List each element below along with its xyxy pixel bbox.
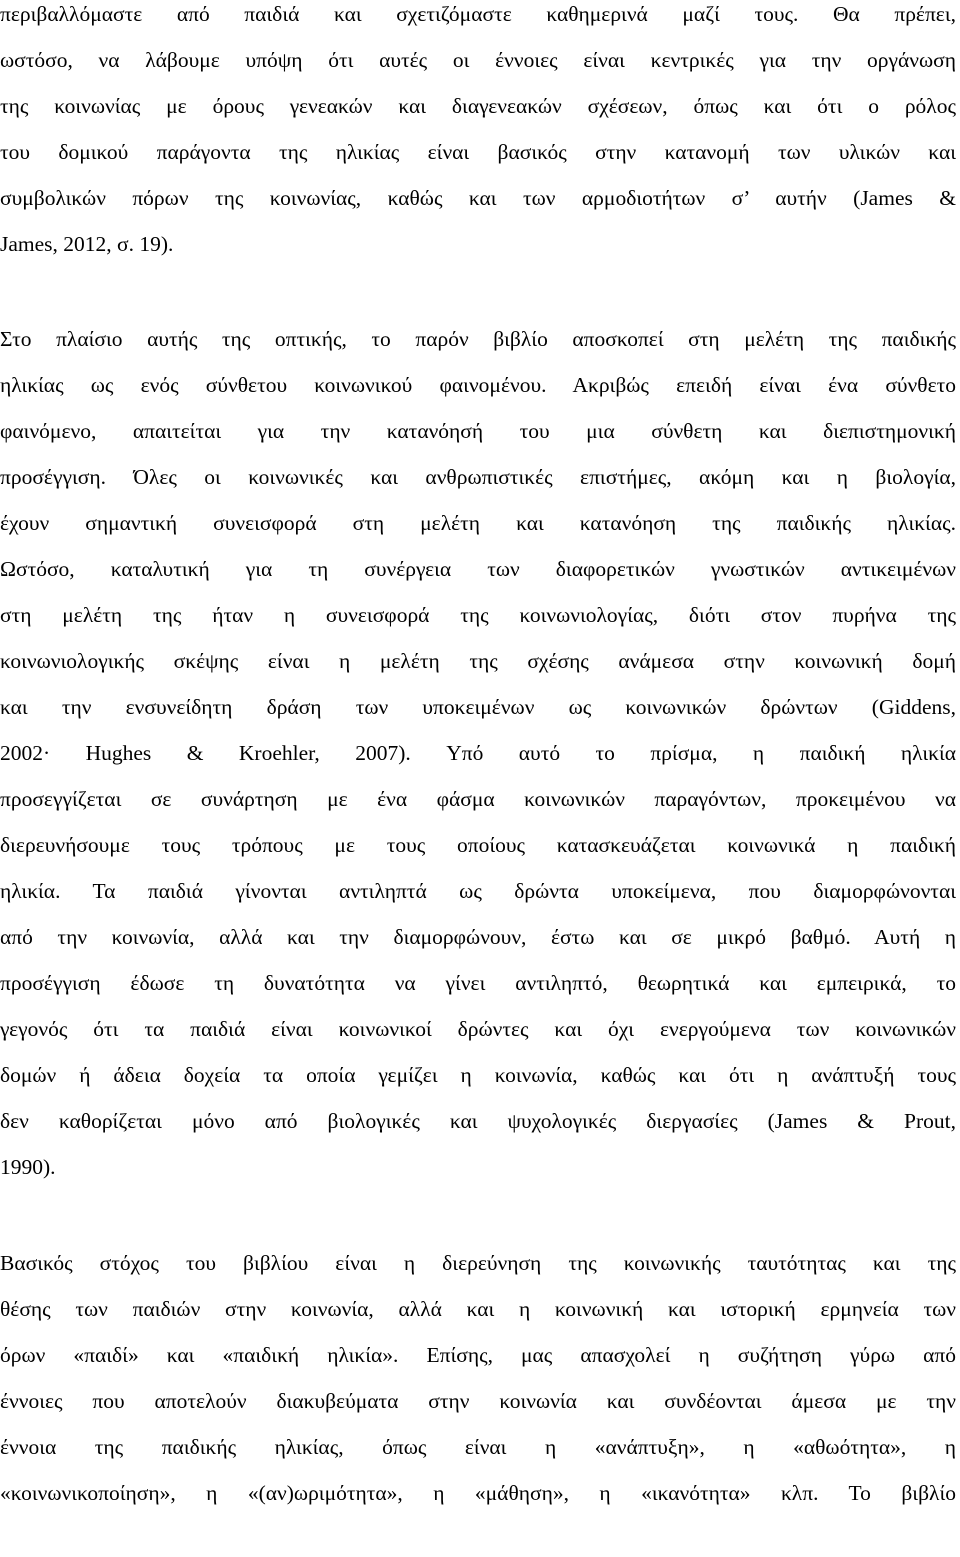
text-line: γεγονός ότι τα παιδιά είναι κοινωνικοί δρώντες και όχι ενεργούμενα των κοινωνικών [0, 1017, 956, 1041]
text-line: έννοια της παιδικής ηλικίας, όπως είναι η «ανάπτυξη», η «αθωότητα», η [0, 1435, 956, 1459]
text-line: ηλικίας ως ενός σύνθετου κοινωνικού φαινομένου. Ακριβώς επειδή είναι ένα σύνθετο [0, 373, 956, 397]
text-line: φαινόμενο, απαιτείται για την κατανόησή του μια σύνθετη και διεπιστημονική [0, 419, 956, 443]
text-line: έννοιες που αποτελούν διακυβεύματα στην κοινωνία και συνδέονται άμεσα με την [0, 1389, 956, 1413]
text-line: James, 2012, σ. 19). [0, 232, 174, 256]
text-line: προσεγγίζεται σε συνάρτηση με ένα φάσμα κοινωνικών παραγόντων, προκειμένου να [0, 787, 956, 811]
text-line: κοινωνιολογικής σκέψης είναι η μελέτη της σχέσης ανάμεσα στην κοινωνική δομή [0, 649, 956, 673]
text-line: δομών ή άδεια δοχεία τα οποία γεμίζει η κοινωνία, καθώς και ότι η ανάπτυξή τους [0, 1063, 956, 1087]
text-line: συμβολικών πόρων της κοινωνίας, καθώς και των αρμοδιοτήτων σ’ αυτήν (James & [0, 186, 956, 210]
text-line: «κοινωνικοποίηση», η «(αν)ωριμότητα», η «μάθηση», η «ικανότητα» κλπ. Το βιβλίο [0, 1481, 956, 1505]
text-line: του δομικού παράγοντα της ηλικίας είναι βασικός στην κατανομή των υλικών και [0, 140, 956, 164]
text-line: Ωστόσο, καταλυτική για τη συνέργεια των διαφορετικών γνωστικών αντικειμένων [0, 557, 956, 581]
text-line: όρων «παιδί» και «παιδική ηλικία». Επίσης, μας απασχολεί η συζήτηση γύρω από [0, 1343, 956, 1367]
text-line: από την κοινωνία, αλλά και την διαμορφώνουν, έστω και σε μικρό βαθμό. Αυτή η [0, 925, 956, 949]
text-line: προσέγγιση έδωσε τη δυνατότητα να γίνει αντιληπτό, θεωρητικά και εμπειρικά, το [0, 971, 956, 995]
text-line: ηλικία. Τα παιδιά γίνονται αντιληπτά ως δρώντα υποκείμενα, που διαμορφώνονται [0, 879, 956, 903]
text-line: θέσης των παιδιών στην κοινωνία, αλλά και η κοινωνική και ιστορική ερμηνεία των [0, 1297, 956, 1321]
text-line: 2002· Hughes & Kroehler, 2007). Υπό αυτό το πρίσμα, η παιδική ηλικία [0, 741, 956, 765]
text-line: της κοινωνίας με όρους γενεακών και διαγενεακών σχέσεων, όπως και ότι ο ρόλος [0, 94, 956, 118]
text-line: διερευνήσουμε τους τρόπους με τους οποίους κατασκευάζεται κοινωνικά η παιδική [0, 833, 956, 857]
text-line: δεν καθορίζεται μόνο από βιολογικές και ψυχολογικές διεργασίες (James & Prout, [0, 1109, 956, 1133]
text-line: 1990). [0, 1155, 56, 1179]
text-line: περιβαλλόμαστε από παιδιά και σχετιζόμαστε καθημερινά μαζί τους. Θα πρέπει, [0, 2, 956, 26]
text-line: και την ενσυνείδητη δράση των υποκειμένων ως κοινωνικών δρώντων (Giddens, [0, 695, 956, 719]
text-line: Στο πλαίσιο αυτής της οπτικής, το παρόν βιβλίο αποσκοπεί στη μελέτη της παιδικής [0, 327, 956, 351]
text-line: έχουν σημαντική συνεισφορά στη μελέτη και κατανόηση της παιδικής ηλικίας. [0, 511, 956, 535]
text-line: προσέγγιση. Όλες οι κοινωνικές και ανθρωπιστικές επιστήμες, ακόμη και η βιολογία, [0, 465, 956, 489]
text-line: στη μελέτη της ήταν η συνεισφορά της κοινωνιολογίας, διότι στον πυρήνα της [0, 603, 956, 627]
text-line: Βασικός στόχος του βιβλίου είναι η διερεύνηση της κοινωνικής ταυτότητας και της [0, 1251, 956, 1275]
text-line: ωστόσο, να λάβουμε υπόψη ότι αυτές οι έννοιες είναι κεντρικές για την οργάνωση [0, 48, 956, 72]
